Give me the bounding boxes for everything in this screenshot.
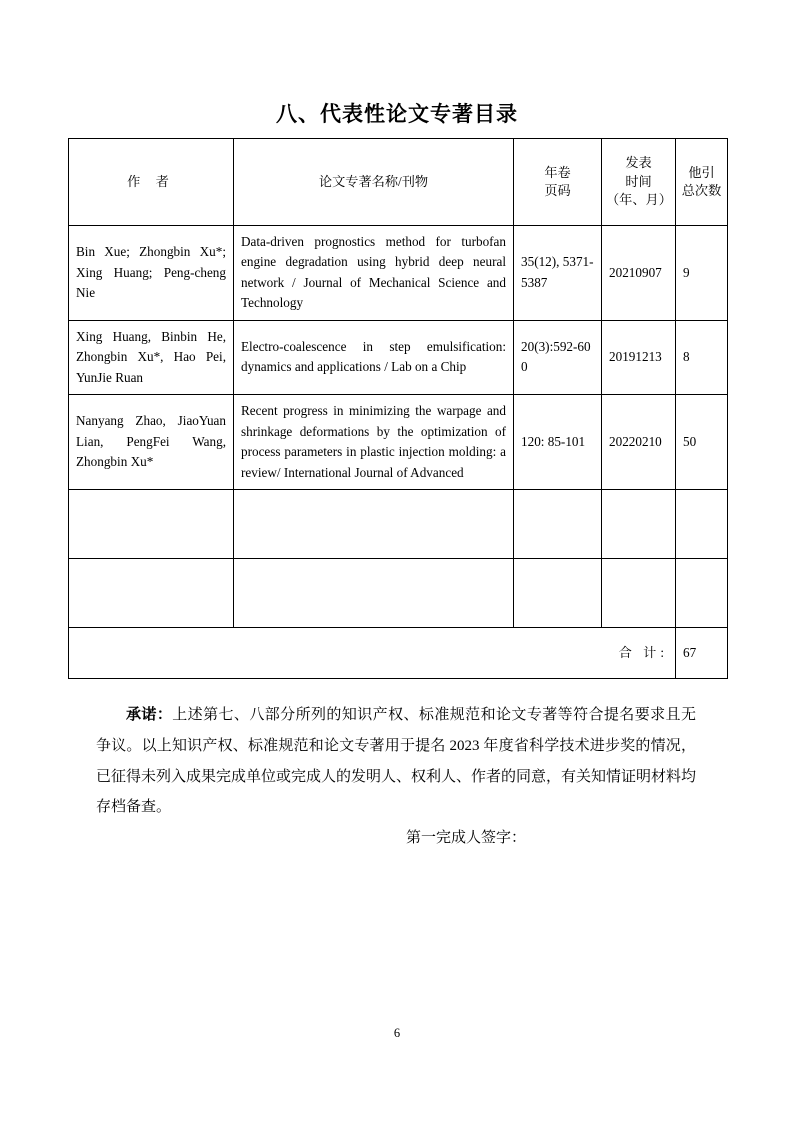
statement-lead: 承诺： bbox=[126, 706, 173, 723]
header-volume-pages bbox=[514, 139, 602, 226]
cell-volume-pages: 35(12), 5371-5387 bbox=[514, 226, 602, 321]
header-author-label: 作 者 bbox=[127, 173, 175, 189]
cell-title-journal bbox=[234, 558, 514, 627]
total-label: 合 计: bbox=[69, 627, 676, 678]
cell-author bbox=[69, 489, 234, 558]
publications-table bbox=[68, 138, 728, 679]
cell-publish-time: 20210907 bbox=[602, 226, 676, 321]
header-publish-time bbox=[602, 139, 676, 226]
header-publish-time-line3: （年、月） bbox=[606, 192, 672, 208]
cell-citations: 50 bbox=[676, 395, 728, 490]
cell-citations bbox=[676, 489, 728, 558]
cell-publish-time bbox=[602, 558, 676, 627]
signature-line: 第一完成人签字： bbox=[405, 830, 526, 846]
cell-volume-pages: 20(3):592-600 bbox=[514, 320, 602, 394]
table-row bbox=[69, 489, 728, 558]
cell-volume-pages: 120: 85-101 bbox=[514, 395, 602, 490]
statement-paragraph bbox=[96, 700, 696, 823]
page-title: 八、代表性论文专著目录 bbox=[276, 103, 518, 126]
cell-author bbox=[69, 558, 234, 627]
header-citations-line1: 他引 bbox=[688, 164, 715, 180]
cell-title-journal: Data-driven prognostics method for turbofan engine degradation using hybrid deep neural network / Journal of Mechanical Science and Technology bbox=[234, 226, 514, 321]
cell-author: Xing Huang, Binbin He, Zhongbin Xu*, Hao Pei, YunJie Ruan bbox=[69, 320, 234, 394]
cell-author: Bin Xue; Zhongbin Xu*; Xing Huang; Peng-cheng Nie bbox=[69, 226, 234, 321]
cell-volume-pages bbox=[514, 489, 602, 558]
cell-author: Nanyang Zhao, JiaoYuan Lian, PengFei Wang, Zhongbin Xu* bbox=[69, 395, 234, 490]
header-author bbox=[69, 139, 234, 226]
total-value: 67 bbox=[676, 627, 728, 678]
cell-title-journal: Electro-coalescence in step emulsification: dynamics and applications / Lab on a Chip bbox=[234, 320, 514, 394]
header-publish-time-line1: 发表 bbox=[625, 155, 652, 171]
cell-publish-time bbox=[602, 489, 676, 558]
cell-volume-pages bbox=[514, 558, 602, 627]
header-volume-pages-line1: 年卷 bbox=[544, 164, 571, 180]
statement-body: 上述第七、八部分所列的知识产权、标准规范和论文专著等符合提名要求且无争议。以上知识产权、标准规范和论文专著用于提名 2023 年度省科学技术进步奖的情况，已征得未列入成果完成单位或完成人的发明人、权利人、作者的同意，有关知情证明材料均存档备查。 bbox=[96, 707, 697, 816]
header-publish-time-line2: 时间 bbox=[625, 173, 652, 189]
header-title-journal-label: 论文专著名称/刊物 bbox=[318, 173, 429, 189]
cell-citations bbox=[676, 558, 728, 627]
table-row bbox=[69, 226, 728, 321]
page-number: 6 bbox=[393, 1026, 401, 1040]
table-header-row bbox=[69, 139, 728, 226]
cell-title-journal: Recent progress in minimizing the warpage and shrinkage deformations by the optimization of process parameters in plastic injection molding: a review/ International Journal of Advanced bbox=[234, 395, 514, 490]
cell-citations: 8 bbox=[676, 320, 728, 394]
table-row bbox=[69, 320, 728, 394]
cell-title-journal bbox=[234, 489, 514, 558]
cell-publish-time: 20191213 bbox=[602, 320, 676, 394]
statement-block bbox=[96, 700, 696, 823]
table-row bbox=[69, 395, 728, 490]
header-volume-pages-line2: 页码 bbox=[544, 183, 571, 198]
cell-citations: 9 bbox=[676, 226, 728, 321]
table-row bbox=[69, 558, 728, 627]
header-title-journal bbox=[234, 139, 514, 226]
header-citations bbox=[676, 139, 728, 226]
cell-publish-time: 20220210 bbox=[602, 395, 676, 490]
header-citations-line2: 总次数 bbox=[681, 183, 722, 198]
table-total-row bbox=[69, 627, 728, 678]
